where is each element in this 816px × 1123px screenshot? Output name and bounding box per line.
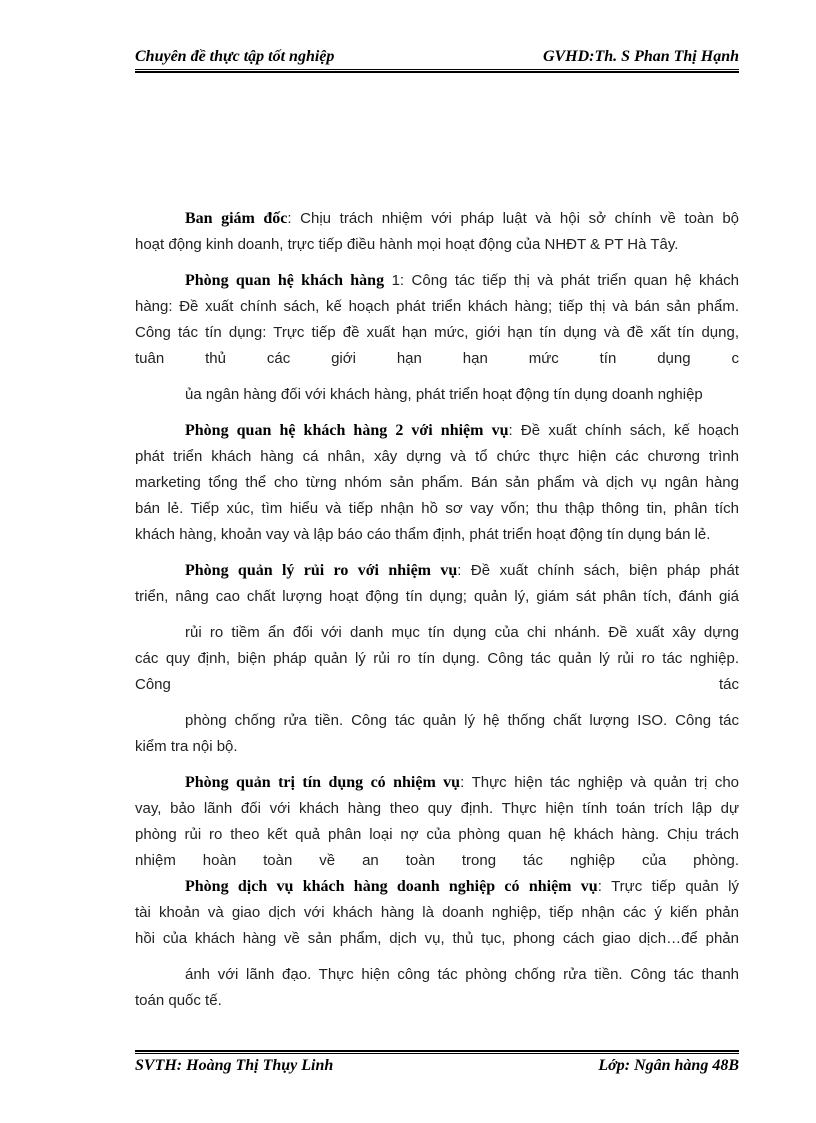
text-span: : Trực tiếp quản lý	[597, 878, 739, 895]
text-line: Công tác	[135, 676, 739, 693]
paragraph-quan-he-khach-hang-1	[135, 268, 739, 408]
text-line: nhiệm hoàn toàn về an toàn trong tác nghiệp của phòng.	[135, 852, 739, 869]
text-span: : Chịu trách nhiệm với pháp luật và hội sở chính về toàn bộ	[287, 210, 739, 227]
text-line: phát triển khách hàng cá nhân, xây dựng và tổ chức thực hiện các chương trình	[135, 448, 739, 465]
text-line	[135, 418, 739, 444]
document-body	[135, 206, 739, 1014]
text-span: : Đề xuất chính sách, biện pháp phát	[457, 562, 739, 579]
text-line: hồi của khách hàng về sản phẩm, dịch vụ, thủ tục, phong cách giao dịch…để phản	[135, 930, 739, 947]
text-line	[135, 558, 739, 584]
paragraph-dich-vu-khach-hang	[135, 874, 739, 1014]
text-span: : Thực hiện tác nghiệp và quản trị cho	[460, 774, 739, 791]
text-line: phòng chống rửa tiền. Công tác quản lý hệ thống chất lượng ISO. Công tác	[185, 712, 739, 729]
text-line: tuân thủ các giới hạn hạn mức tín dụng c	[135, 350, 739, 367]
text-line: hoạt động kinh doanh, trực tiếp điều hành mọi hoạt động của NHĐT & PT Hà Tây.	[135, 236, 679, 253]
text-line	[135, 206, 739, 232]
text-line: marketing tổng thể cho từng nhóm sản phẩm. Bán sản phẩm và dịch vụ ngân hàng	[135, 474, 739, 491]
paragraph-quan-he-khach-hang-2	[135, 418, 739, 548]
text-line: toán quốc tế.	[135, 992, 222, 1009]
page-header	[135, 48, 739, 66]
text-line	[135, 770, 739, 796]
header-rule-thin	[135, 71, 739, 73]
text-line: ánh với lãnh đạo. Thực hiện công tác phòng chống rửa tiền. Công tác thanh	[185, 966, 739, 983]
text-span: 1: Công tác tiếp thị và phát triển quan hệ khách	[384, 272, 739, 289]
paragraph-heading: Phòng quan hệ khách hàng 2 với nhiệm vụ	[185, 422, 509, 439]
text-line: ủa ngân hàng đối với khách hàng, phát triển hoạt động tín dụng doanh nghiệp	[185, 386, 703, 403]
header-right-supervisor: GVHD:Th. S Phan Thị Hạnh	[542, 48, 739, 65]
paragraph-heading: Ban giám đốc	[185, 210, 288, 227]
text-line: kiểm tra nội bộ.	[135, 738, 238, 755]
text-line: khách hàng, khoản vay và lập báo cáo thẩm định, phát triển hoạt động tín dụng bán lẻ.	[135, 526, 711, 543]
text-line: rủi ro tiềm ẩn đối với danh mục tín dụng của chi nhánh. Đề xuất xây dựng	[185, 624, 739, 641]
footer-class-name: Lớp: Ngân hàng 48B	[598, 1057, 739, 1074]
text-line: hàng: Đề xuất chính sách, kế hoạch phát triển khách hàng; tiếp thị và bán sản phẩm.	[135, 298, 739, 315]
text-line: các quy định, biện pháp quản lý rủi ro tín dụng. Công tác quản lý rủi ro tác nghiệp.	[135, 650, 739, 667]
footer-rule-thin	[135, 1053, 739, 1054]
text-line: tài khoản và giao dịch với khách hàng là doanh nghiệp, tiếp nhận các ý kiến phản	[135, 904, 739, 921]
paragraph-ban-giam-doc	[135, 206, 739, 258]
paragraph-quan-ly-rui-ro	[135, 558, 739, 760]
text-line: phòng rủi ro theo kết quả phân loại nợ của phòng quan hệ khách hàng. Chịu trách	[135, 826, 739, 843]
paragraph-heading: Phòng quan hệ khách hàng	[185, 272, 385, 289]
paragraph-heading: Phòng quản lý rủi ro với nhiệm vụ	[185, 562, 458, 579]
header-left-title: Chuyên đề thực tập tốt nghiệp	[135, 48, 335, 65]
page-footer	[135, 1057, 739, 1075]
paragraph-heading: Phòng dịch vụ khách hàng doanh nghiệp có nhiệm vụ	[185, 878, 598, 895]
text-line: vay, bảo lãnh đối với khách hàng theo quy định. Thực hiện tính toán trích lập dự	[135, 800, 739, 817]
text-line: bán lẻ. Tiếp xúc, tìm hiểu và tiếp nhận hồ sơ vay vốn; thu thập thông tin, phân tích	[135, 500, 739, 517]
paragraph-quan-tri-tin-dung	[135, 770, 739, 874]
text-line	[135, 268, 739, 294]
paragraph-heading: Phòng quản trị tín dụng có nhiệm vụ	[185, 774, 461, 791]
text-line: Công tác tín dụng: Trực tiếp đề xuất hạn mức, giới hạn tín dụng và đề xất tín dụng,	[135, 324, 739, 341]
text-span: : Đề xuất chính sách, kế hoạch	[508, 422, 739, 439]
footer-rule-thick	[135, 1050, 739, 1052]
text-line	[135, 874, 739, 900]
text-line: triển, nâng cao chất lượng hoạt động tín dụng; quản lý, giám sát phân tích, đánh giá	[135, 588, 739, 605]
header-rule-thick	[135, 69, 739, 70]
footer-student-name: SVTH: Hoàng Thị Thụy Linh	[135, 1057, 334, 1074]
